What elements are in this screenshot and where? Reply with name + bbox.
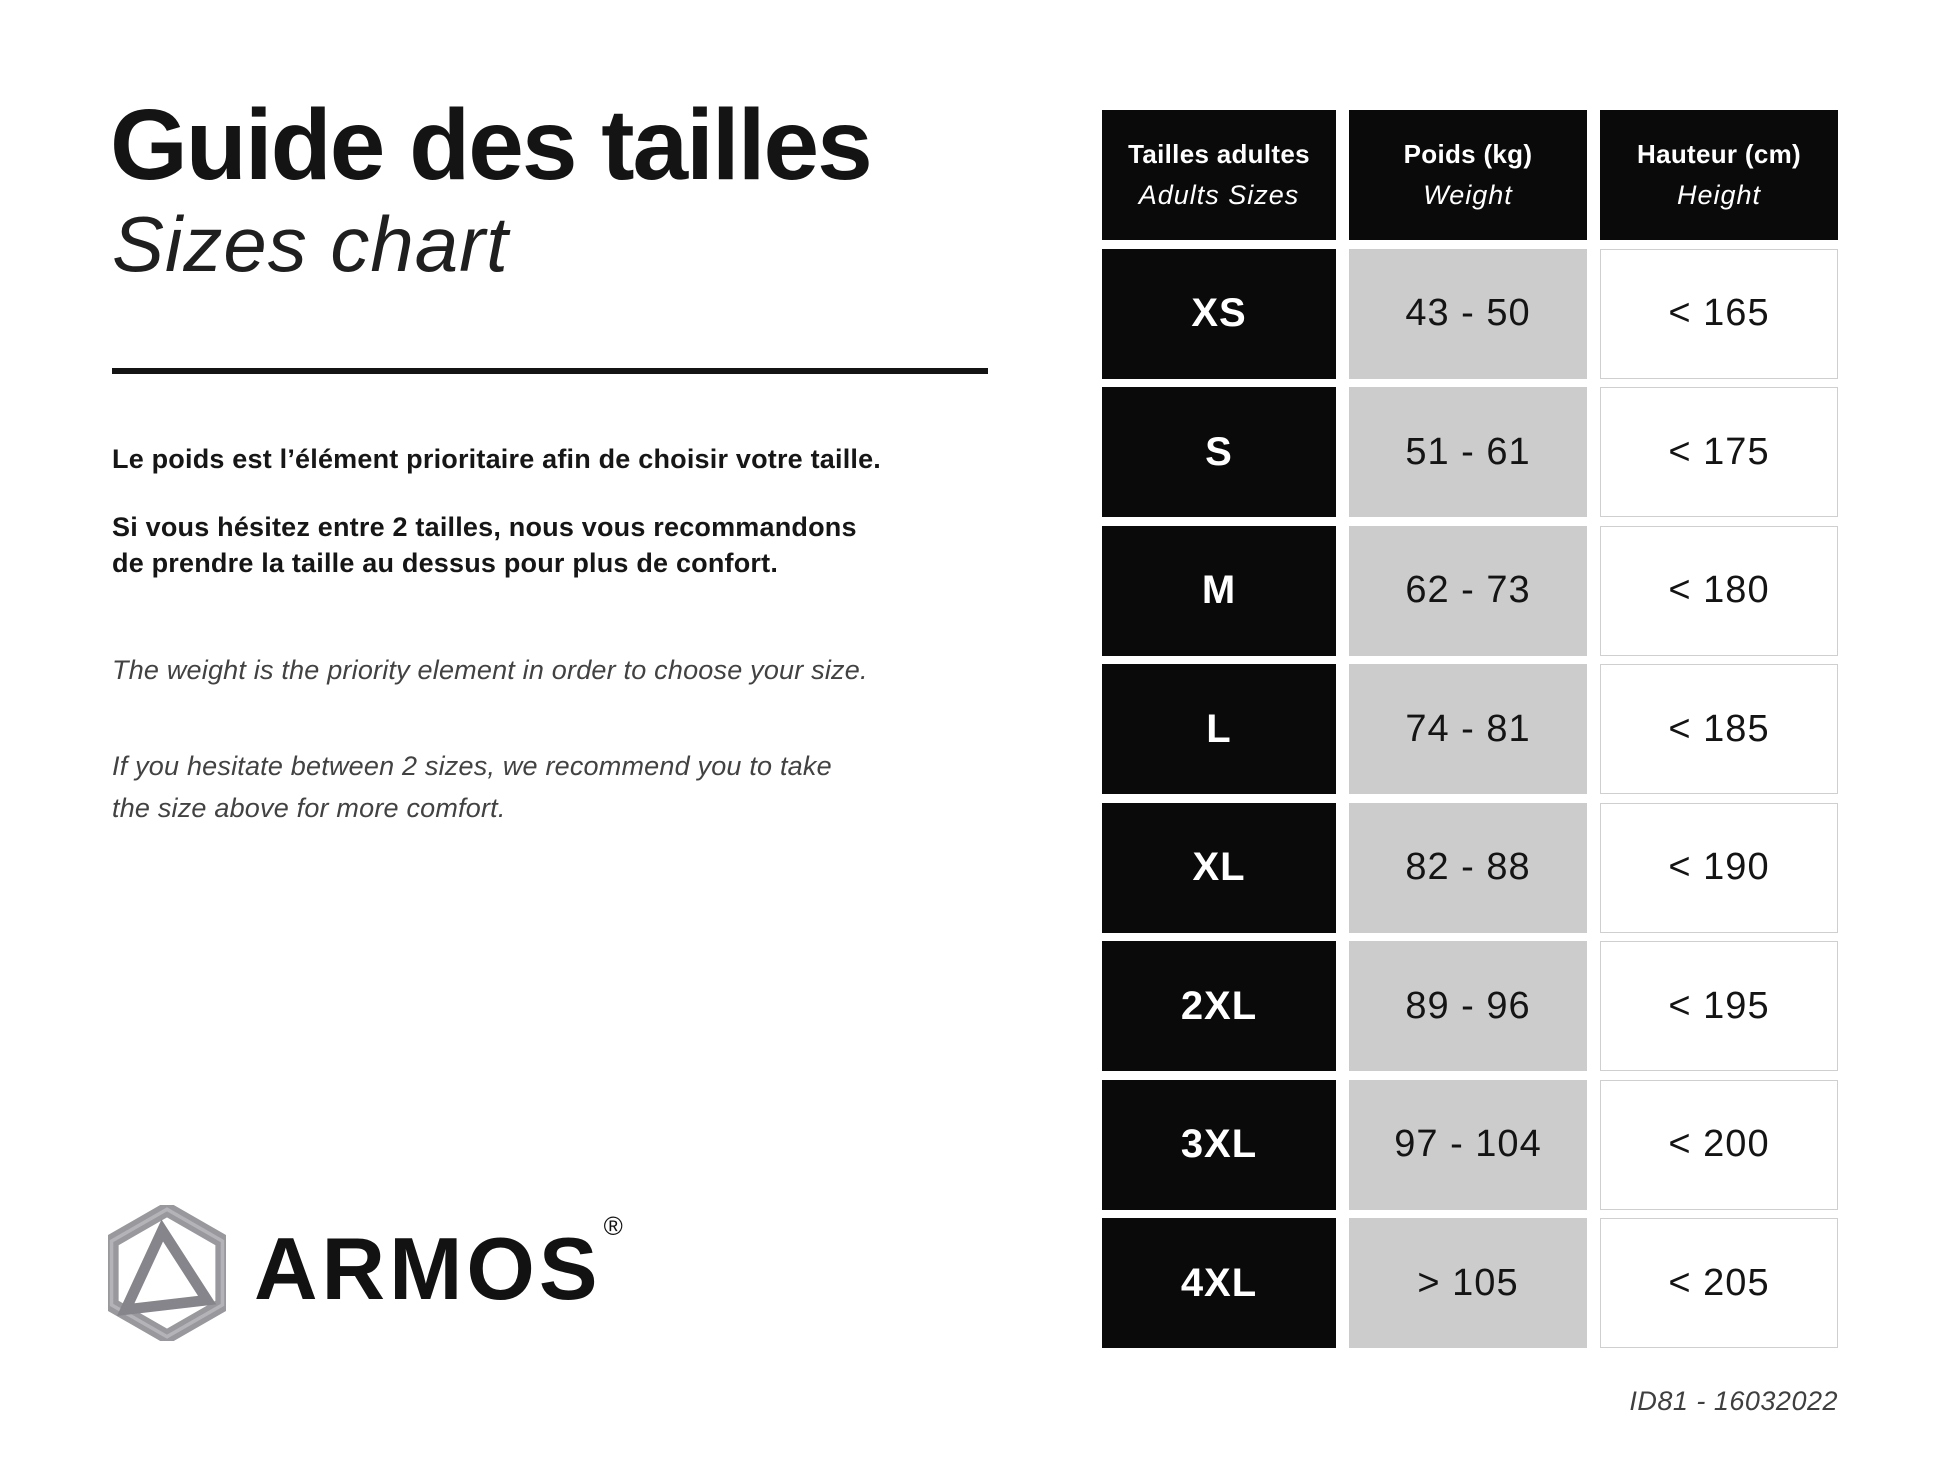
table-header-height-fr: Hauteur (cm)	[1637, 139, 1801, 169]
size-cell-xl: XL	[1102, 803, 1336, 933]
size-cell-4xl: 4XL	[1102, 1218, 1336, 1348]
table-header-sizes-fr: Tailles adultes	[1128, 139, 1310, 169]
size-cell-3xl: 3XL	[1102, 1080, 1336, 1210]
table-header-weight-en: Weight	[1423, 180, 1513, 210]
table-header-height-en: Height	[1676, 180, 1762, 210]
table-header-weight-fr: Poids (kg)	[1403, 139, 1533, 169]
size-cell-l: L	[1102, 664, 1336, 794]
height-cell-l: < 185	[1600, 664, 1838, 794]
height-cell-xs: < 165	[1600, 249, 1838, 379]
weight-cell-s: 51 - 61	[1349, 387, 1587, 517]
weight-cell-l: 74 - 81	[1349, 664, 1587, 794]
brand-logo	[108, 1205, 621, 1341]
intro-english-paragraph-2-line2: the size above for more comfort.	[112, 792, 506, 823]
intro-english-paragraph-1: The weight is the priority element in order to choose your size.	[112, 655, 868, 685]
document-id: ID81 - 16032022	[1629, 1386, 1838, 1416]
table-header-weight	[1349, 110, 1587, 240]
weight-cell-m: 62 - 73	[1349, 526, 1587, 656]
page-title-french: Guide des tailles	[110, 89, 871, 201]
armos-hexagon-logo-icon	[108, 1205, 226, 1341]
weight-cell-xl: 82 - 88	[1349, 803, 1587, 933]
size-cell-m: M	[1102, 526, 1336, 656]
weight-cell-xs: 43 - 50	[1349, 249, 1587, 379]
intro-french-paragraph-2	[112, 510, 1012, 581]
height-cell-xl: < 190	[1600, 803, 1838, 933]
size-table	[1102, 110, 1838, 1348]
registered-trademark-symbol: ®	[603, 1210, 623, 1241]
intro-english-paragraph-2-line1: If you hesitate between 2 sizes, we recommend you to take	[112, 751, 832, 781]
weight-cell-2xl: 89 - 96	[1349, 941, 1587, 1071]
intro-french-paragraph-2-line1: Si vous hésitez entre 2 tailles, nous vous recommandons	[112, 512, 857, 542]
table-header-sizes-en: Adults Sizes	[1138, 180, 1300, 210]
table-header-height	[1600, 110, 1838, 240]
page-title-english: Sizes chart	[112, 200, 509, 288]
height-cell-3xl: < 200	[1600, 1080, 1838, 1210]
title-divider	[112, 368, 988, 374]
brand-wordmark	[254, 1210, 623, 1318]
brand-name: ARMOS	[254, 1219, 602, 1318]
weight-cell-3xl: 97 - 104	[1349, 1080, 1587, 1210]
intro-english-paragraph-2	[112, 746, 1012, 830]
intro-french-paragraph-2-line2: de prendre la taille au dessus pour plus de confort.	[112, 547, 779, 578]
height-cell-m: < 180	[1600, 526, 1838, 656]
table-header-sizes	[1102, 110, 1336, 240]
intro-french-paragraph-1: Le poids est l’élément prioritaire afin de choisir votre taille.	[112, 444, 882, 474]
size-cell-2xl: 2XL	[1102, 941, 1336, 1071]
height-cell-2xl: < 195	[1600, 941, 1838, 1071]
height-cell-s: < 175	[1600, 387, 1838, 517]
size-cell-s: S	[1102, 387, 1336, 517]
size-cell-xs: XS	[1102, 249, 1336, 379]
height-cell-4xl: < 205	[1600, 1218, 1838, 1348]
weight-cell-4xl: > 105	[1349, 1218, 1587, 1348]
